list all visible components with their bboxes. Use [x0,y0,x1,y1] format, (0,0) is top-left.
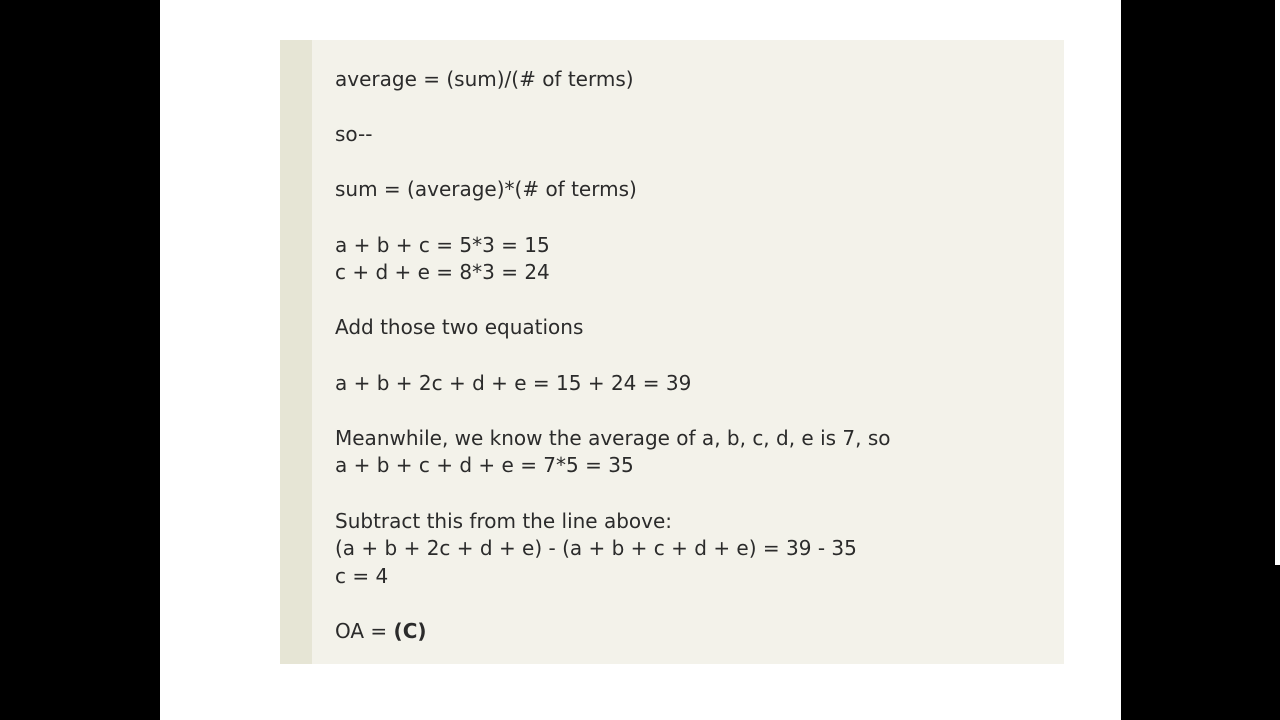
blank-line [335,590,1035,618]
quote-bar [280,40,312,664]
blank-line [335,287,1035,315]
solution-line-6: Add those two equations [335,315,584,340]
solution-line-12: c = 4 [335,563,389,588]
blank-line [335,397,1035,425]
solution-line-1: average = (sum)/(# of terms) [335,67,634,91]
solution-text [335,66,1035,645]
solution-line-7: a + b + 2c + d + e = 15 + 24 = 39 [335,370,692,395]
blank-line [335,94,1035,122]
answer-value: (C) [393,618,427,643]
solution-line-3: sum = (average)*(# of terms) [335,177,637,202]
blank-line [335,204,1035,232]
answer-prefix: OA = [335,618,394,643]
solution-line-2: so-- [335,122,373,147]
blank-line [335,149,1035,177]
solution-line-9: a + b + c + d + e = 7*5 = 35 [335,453,634,478]
solution-line-5: c + d + e = 8*3 = 24 [335,260,550,285]
solution-line-8: Meanwhile, we know the average of a, b, c, d, e is 7, so [335,425,891,450]
scrollbar-track[interactable] [1275,0,1280,565]
blank-line [335,342,1035,370]
forum-page [160,0,1121,720]
solution-line-11: (a + b + 2c + d + e) - (a + b + c + d + e) = 39 - 35 [335,536,857,561]
solution-quote-box [280,40,1064,664]
solution-line-4: a + b + c = 5*3 = 15 [335,232,550,257]
blank-line [335,480,1035,508]
solution-line-10: Subtract this from the line above: [335,508,673,533]
answer-line [335,618,1035,646]
